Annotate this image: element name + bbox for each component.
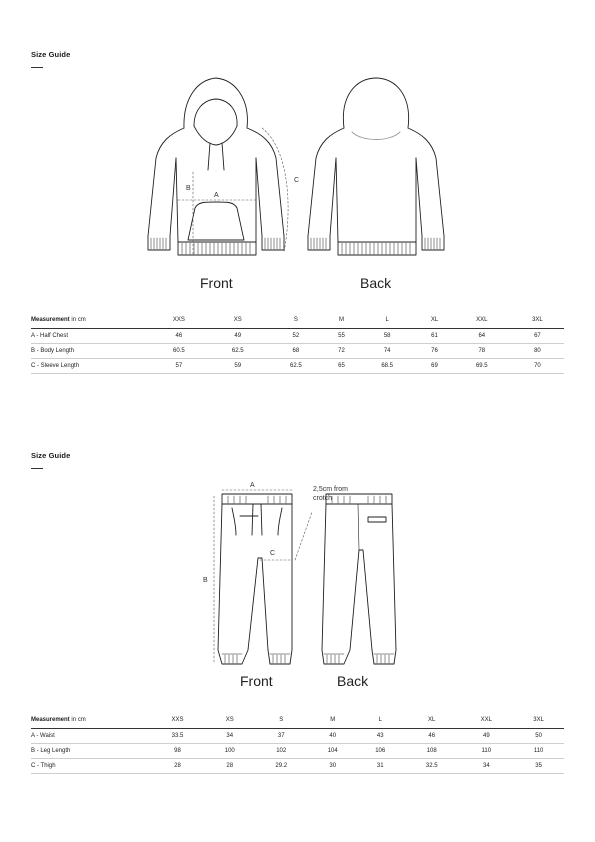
cell-value: 37: [277, 732, 285, 739]
hoodie-size-header: S: [293, 317, 298, 324]
hoodie-size-table: [31, 313, 564, 374]
table-row: [31, 343, 564, 358]
pants-front-drawing: [218, 494, 292, 664]
cell-value: 28: [174, 762, 181, 769]
cell-value: 72: [338, 347, 345, 354]
cell-value: 68.5: [381, 362, 394, 369]
hoodie-table-header-row: [31, 313, 564, 328]
cell-value: 49: [482, 732, 490, 739]
cell-value: 108: [426, 747, 437, 754]
cell-value: 80: [534, 347, 541, 354]
hoodie-letter-b: B: [186, 185, 191, 192]
hoodie-size-header: M: [339, 317, 345, 324]
pants-thigh-note-line2: crotch: [313, 495, 333, 502]
pants-size-header: XL: [428, 717, 436, 724]
hoodie-front-label: Front: [200, 275, 233, 291]
hoodie-letter-a: A: [214, 192, 219, 199]
hoodie-back-drawing: [308, 78, 444, 255]
hoodie-section-title: Size Guide: [31, 50, 71, 59]
table-row: [31, 328, 564, 343]
cell-value: 52: [292, 332, 300, 339]
hoodie-diagram: [0, 0, 595, 300]
pants-letter-b: B: [203, 577, 208, 584]
cell-value: 110: [481, 747, 492, 754]
pants-letter-c: C: [270, 550, 276, 557]
cell-value: 58: [383, 332, 391, 339]
pants-letter-a: A: [250, 482, 255, 489]
cell-value: 106: [375, 747, 386, 754]
cell-value: 65: [338, 362, 345, 369]
cell-value: 57: [175, 362, 183, 369]
table-row: [31, 358, 564, 373]
cell-value: 35: [535, 762, 542, 769]
cell-value: 46: [175, 332, 183, 339]
row-label: B - Leg Length: [31, 747, 71, 754]
hoodie-size-guide-section: [0, 0, 595, 400]
cell-value: 67: [534, 332, 541, 339]
pants-size-header: XXS: [171, 717, 184, 724]
cell-value: 98: [174, 747, 181, 754]
pants-measurement-header: Measurement in cm: [31, 717, 86, 724]
pants-size-header: S: [279, 717, 284, 724]
hoodie-size-header: 3XL: [532, 317, 543, 324]
cell-value: 69.5: [475, 362, 488, 369]
hoodie-size-header: L: [385, 317, 389, 324]
hoodie-size-header: XS: [233, 317, 242, 324]
cell-value: 40: [329, 732, 337, 739]
pants-front-label: Front: [240, 673, 273, 689]
cell-value: 31: [376, 762, 384, 769]
pants-diagram: [0, 400, 595, 700]
cell-value: 69: [431, 362, 438, 369]
pants-size-header: 3XL: [533, 717, 544, 724]
row-label: A - Half Chest: [31, 332, 69, 339]
pants-size-header: L: [378, 717, 382, 724]
pants-size-guide-section: [0, 400, 595, 842]
cell-value: 55: [338, 332, 345, 339]
cell-value: 70: [534, 362, 541, 369]
cell-value: 43: [376, 732, 384, 739]
pants-table-header-row: [31, 713, 564, 728]
cell-value: 34: [226, 732, 234, 739]
hoodie-size-header: XXS: [172, 317, 185, 324]
cell-value: 78: [478, 347, 486, 354]
pants-thigh-note-line1: 2,5cm from: [313, 486, 349, 493]
cell-value: 68: [292, 347, 300, 354]
pants-back-label: Back: [337, 673, 369, 689]
cell-value: 32.5: [425, 762, 438, 769]
pants-size-header: M: [330, 717, 336, 724]
hoodie-size-header: XL: [430, 317, 439, 324]
cell-value: 33.5: [171, 732, 184, 739]
pants-size-header: XS: [225, 717, 234, 724]
cell-value: 104: [327, 747, 338, 754]
cell-value: 60.5: [173, 347, 185, 354]
cell-value: 74: [383, 347, 391, 354]
cell-value: 76: [431, 347, 438, 354]
cell-value: 61: [431, 332, 438, 339]
cell-value: 62.5: [231, 347, 244, 354]
cell-value: 34: [482, 762, 490, 769]
hoodie-back-label: Back: [360, 275, 392, 291]
pants-size-table: [31, 713, 564, 774]
cell-value: 28: [226, 762, 234, 769]
cell-value: 100: [224, 747, 235, 754]
hoodie-letter-c: C: [294, 177, 300, 184]
pants-back-drawing: [322, 494, 396, 664]
pants-section-title: Size Guide: [31, 451, 71, 460]
row-label: C - Thigh: [31, 762, 56, 769]
row-label: C - Sleeve Length: [31, 362, 80, 369]
cell-value: 102: [276, 747, 287, 754]
cell-value: 30: [329, 762, 337, 769]
cell-value: 62.5: [290, 362, 302, 369]
pants-size-header: XXL: [480, 717, 492, 724]
cell-value: 59: [234, 362, 242, 369]
row-label: A - Waist: [31, 732, 55, 739]
hoodie-size-header: XXL: [476, 317, 488, 324]
row-label: B - Body Length: [31, 347, 75, 354]
hoodie-front-drawing: [148, 78, 284, 255]
cell-value: 110: [533, 747, 544, 754]
cell-value: 29.2: [275, 762, 288, 769]
table-row: [31, 743, 564, 758]
table-row: [31, 728, 564, 743]
cell-value: 49: [234, 332, 242, 339]
hoodie-measurement-header: Measurement in cm: [31, 317, 86, 324]
cell-value: 46: [428, 732, 436, 739]
cell-value: 50: [535, 732, 542, 739]
cell-value: 64: [478, 332, 486, 339]
table-row: [31, 758, 564, 773]
